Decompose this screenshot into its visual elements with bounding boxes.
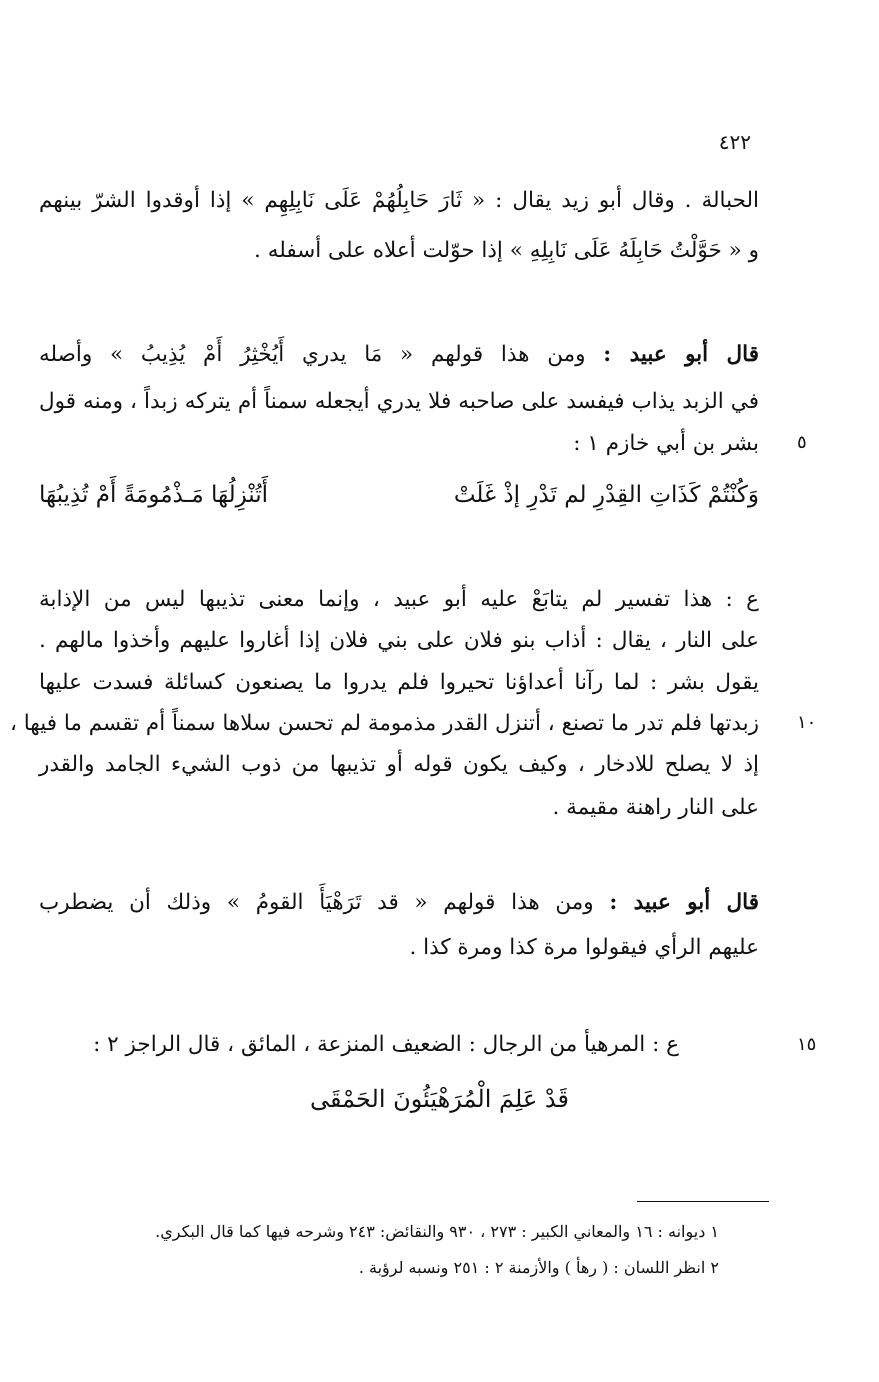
text-line: الحبالة . وقال أبو زيد يقال : « ثَارَ حَابِلُهُمْ عَلَى نَابِلِهِم » إذا أوقدوا الشرّ بينهم xyxy=(39,188,759,213)
verse-hemistich-2: أَتُنْزِلُهَا مَـذْمُومَةً أَمْ تُذِيبُهَا xyxy=(39,482,269,508)
text-line: يقول بشر : لما رآنا أعداؤنا تحيروا فلم يدروا ما يصنعون كسائلة فسدت عليها xyxy=(39,670,759,695)
section-heading: قال أبو عبيد : xyxy=(609,890,759,915)
footnote-1: ١ ديوانه : ١٦ والمعاني الكبير : ٢٧٣ ، ٩٣٠ والنقائض: ٢٤٣ وشرحه فيها كما قال البكري. xyxy=(155,1222,719,1241)
text-line: عليهم الرأي فيقولوا مرة كذا ومرة كذا . xyxy=(409,935,759,960)
line-number: ١٠ xyxy=(797,712,817,733)
line-number: ٥ xyxy=(797,432,807,453)
text-line: ع : المرهيأ من الرجال : الضعيف المنزعة ، المائق ، قال الراجز ٢ : xyxy=(93,1032,679,1057)
text-line: بشر بن أبي خازم ١ : xyxy=(573,431,759,456)
page-number: ٤٢٢ xyxy=(718,130,751,154)
verse-hemistich-1: وَكُنْتُمْ كَذَاتِ القِدْرِ لم تَدْرِ إذْ غَلَتْ xyxy=(453,482,759,508)
text-line: على النار راهنة مقيمة . xyxy=(552,795,759,820)
text-line: ع : هذا تفسير لم يتابَعْ عليه أبو عبيد ، وإنما معنى تذيبها ليس من الإذابة xyxy=(39,587,759,612)
text-line: قال أبو عبيد : ومن هذا قولهم « قد تَرَهْيَأَ القومُ » وذلك أن يضطرب xyxy=(39,890,759,915)
footnote-2: ٢ انظر اللسان : ( رهأ ) والأزمنة ٢ : ٢٥١ ونسبه لرؤبة . xyxy=(358,1258,719,1277)
text-line: في الزبد يذاب فيفسد على صاحبه فلا يدري أيجعله سمناً أم يتركه زبداً ، ومنه قول xyxy=(39,389,759,414)
text-line: على النار ، يقال : أذاب بنو فلان على بني فلان إذا أغاروا عليهم وأخذوا مالهم . xyxy=(39,628,759,653)
text-line: و « حَوَّلْتُ حَابِلَهُ عَلَى نَابِلِهِ » إذا حوّلت أعلاه على أسفله . xyxy=(254,238,759,263)
section-heading: قال أبو عبيد : xyxy=(603,342,759,367)
footnote-rule xyxy=(637,1201,769,1202)
text-line: قال أبو عبيد : ومن هذا قولهم « مَا يدري أَيُخْثِرُ أَمْ يُذِيبُ » وأصله xyxy=(39,342,759,367)
text-line: إذ لا يصلح للادخار ، وكيف يكون قوله أو تذيبها من ذوب الشيء الجامد والقدر xyxy=(39,752,759,777)
line-number: ١٥ xyxy=(797,1034,817,1055)
text-line: زبدتها فلم تدر ما تصنع ، أتنزل القدر مذمومة لم تحسن سلاها سمناً أم تقسم ما فيها ، xyxy=(9,711,759,736)
rajaz-verse: قَدْ عَلِمَ الْمُرَهْيَئُونَ الحَمْقَى xyxy=(310,1085,569,1113)
